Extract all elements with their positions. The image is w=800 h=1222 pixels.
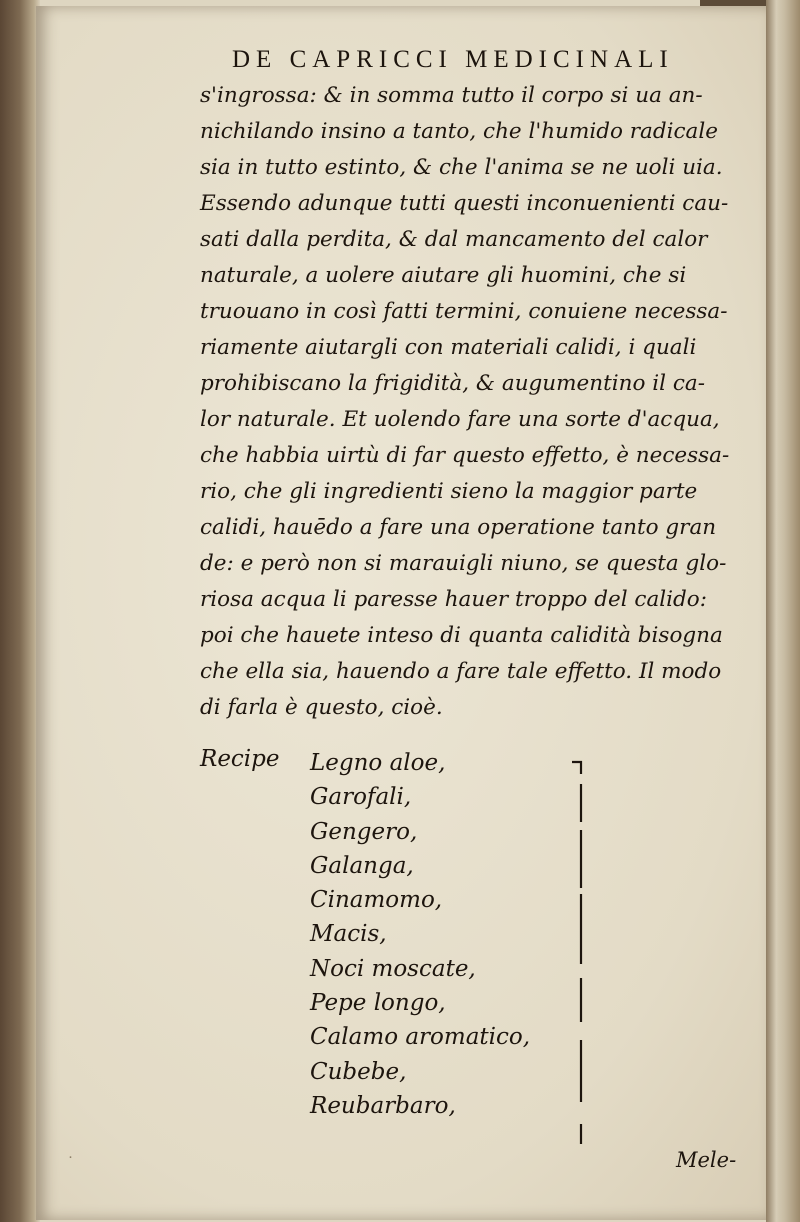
ingredient-item: Cinamomo, <box>310 887 443 914</box>
text-line: che habbia uirtù di far questo effetto, è necessa- <box>200 443 730 468</box>
text-line: poi che hauete inteso di quanta calidità bisogna <box>200 623 723 648</box>
ingredient-item: Noci moscate, <box>310 955 476 982</box>
body-text <box>200 78 755 726</box>
ingredient-item: Reubarbaro, <box>310 1092 456 1119</box>
page-edge <box>766 0 800 1222</box>
ingredient-item: Cubebe, <box>310 1058 407 1085</box>
catchword: Mele- <box>676 1148 737 1172</box>
text-line: naturale, a uolere aiutare gli huomini, che si <box>200 263 687 288</box>
ingredient-item: Galanga, <box>310 852 414 879</box>
running-head: DE CAPRICCI MEDICINALI <box>232 46 674 73</box>
margin-mark: · <box>68 1150 73 1166</box>
text-line: s'ingrossa: & in somma tutto il corpo si ua an- <box>200 83 703 108</box>
ingredient-item: Garofali, <box>310 784 412 811</box>
text-line: di farla è questo, cioè. <box>200 695 443 720</box>
text-line: che ella sia, hauendo a fare tale effetto. Il modo <box>200 659 722 684</box>
text-line: lor naturale. Et uolendo fare una sorte d'acqua, <box>200 407 720 432</box>
text-line: Essendo adunque tutti questi inconuenienti cau- <box>200 191 729 216</box>
book-spine <box>0 0 40 1222</box>
text-line: sati dalla perdita, & dal mancamento del calor <box>200 227 708 252</box>
text-line: calidi, hauēdo a fare una operatione tanto gran <box>200 515 717 540</box>
ingredient-item: Legno aloe, <box>310 750 446 776</box>
text-line: truouano in così fatti termini, conuiene necessa- <box>200 299 728 324</box>
text-line: riamente aiutargli con materiali calidi, i quali <box>200 335 697 360</box>
text-line: de: e però non si marauigli niuno, se questa glo- <box>200 551 727 576</box>
ingredient-bracket <box>570 760 594 1146</box>
ingredient-item: Pepe longo, <box>310 990 446 1017</box>
ingredient-item: Gengero, <box>310 818 418 845</box>
text-line: sia in tutto estinto, & che l'anima se ne uoli uia. <box>200 155 723 180</box>
ingredient-list <box>310 746 570 1123</box>
text-line: nichilando insino a tanto, che l'humido radicale <box>200 119 718 144</box>
ingredient-item: Macis, <box>310 921 387 948</box>
text-line: riosa acqua li paresse hauer troppo del calido: <box>200 587 707 612</box>
text-line: prohibiscano la frigidità, & augumentino il ca- <box>200 371 705 396</box>
recipe-label: Recipe <box>200 746 280 772</box>
text-line: rio, che gli ingredienti sieno la maggior parte <box>200 479 698 504</box>
ingredient-item: Calamo aromatico, <box>310 1024 531 1051</box>
